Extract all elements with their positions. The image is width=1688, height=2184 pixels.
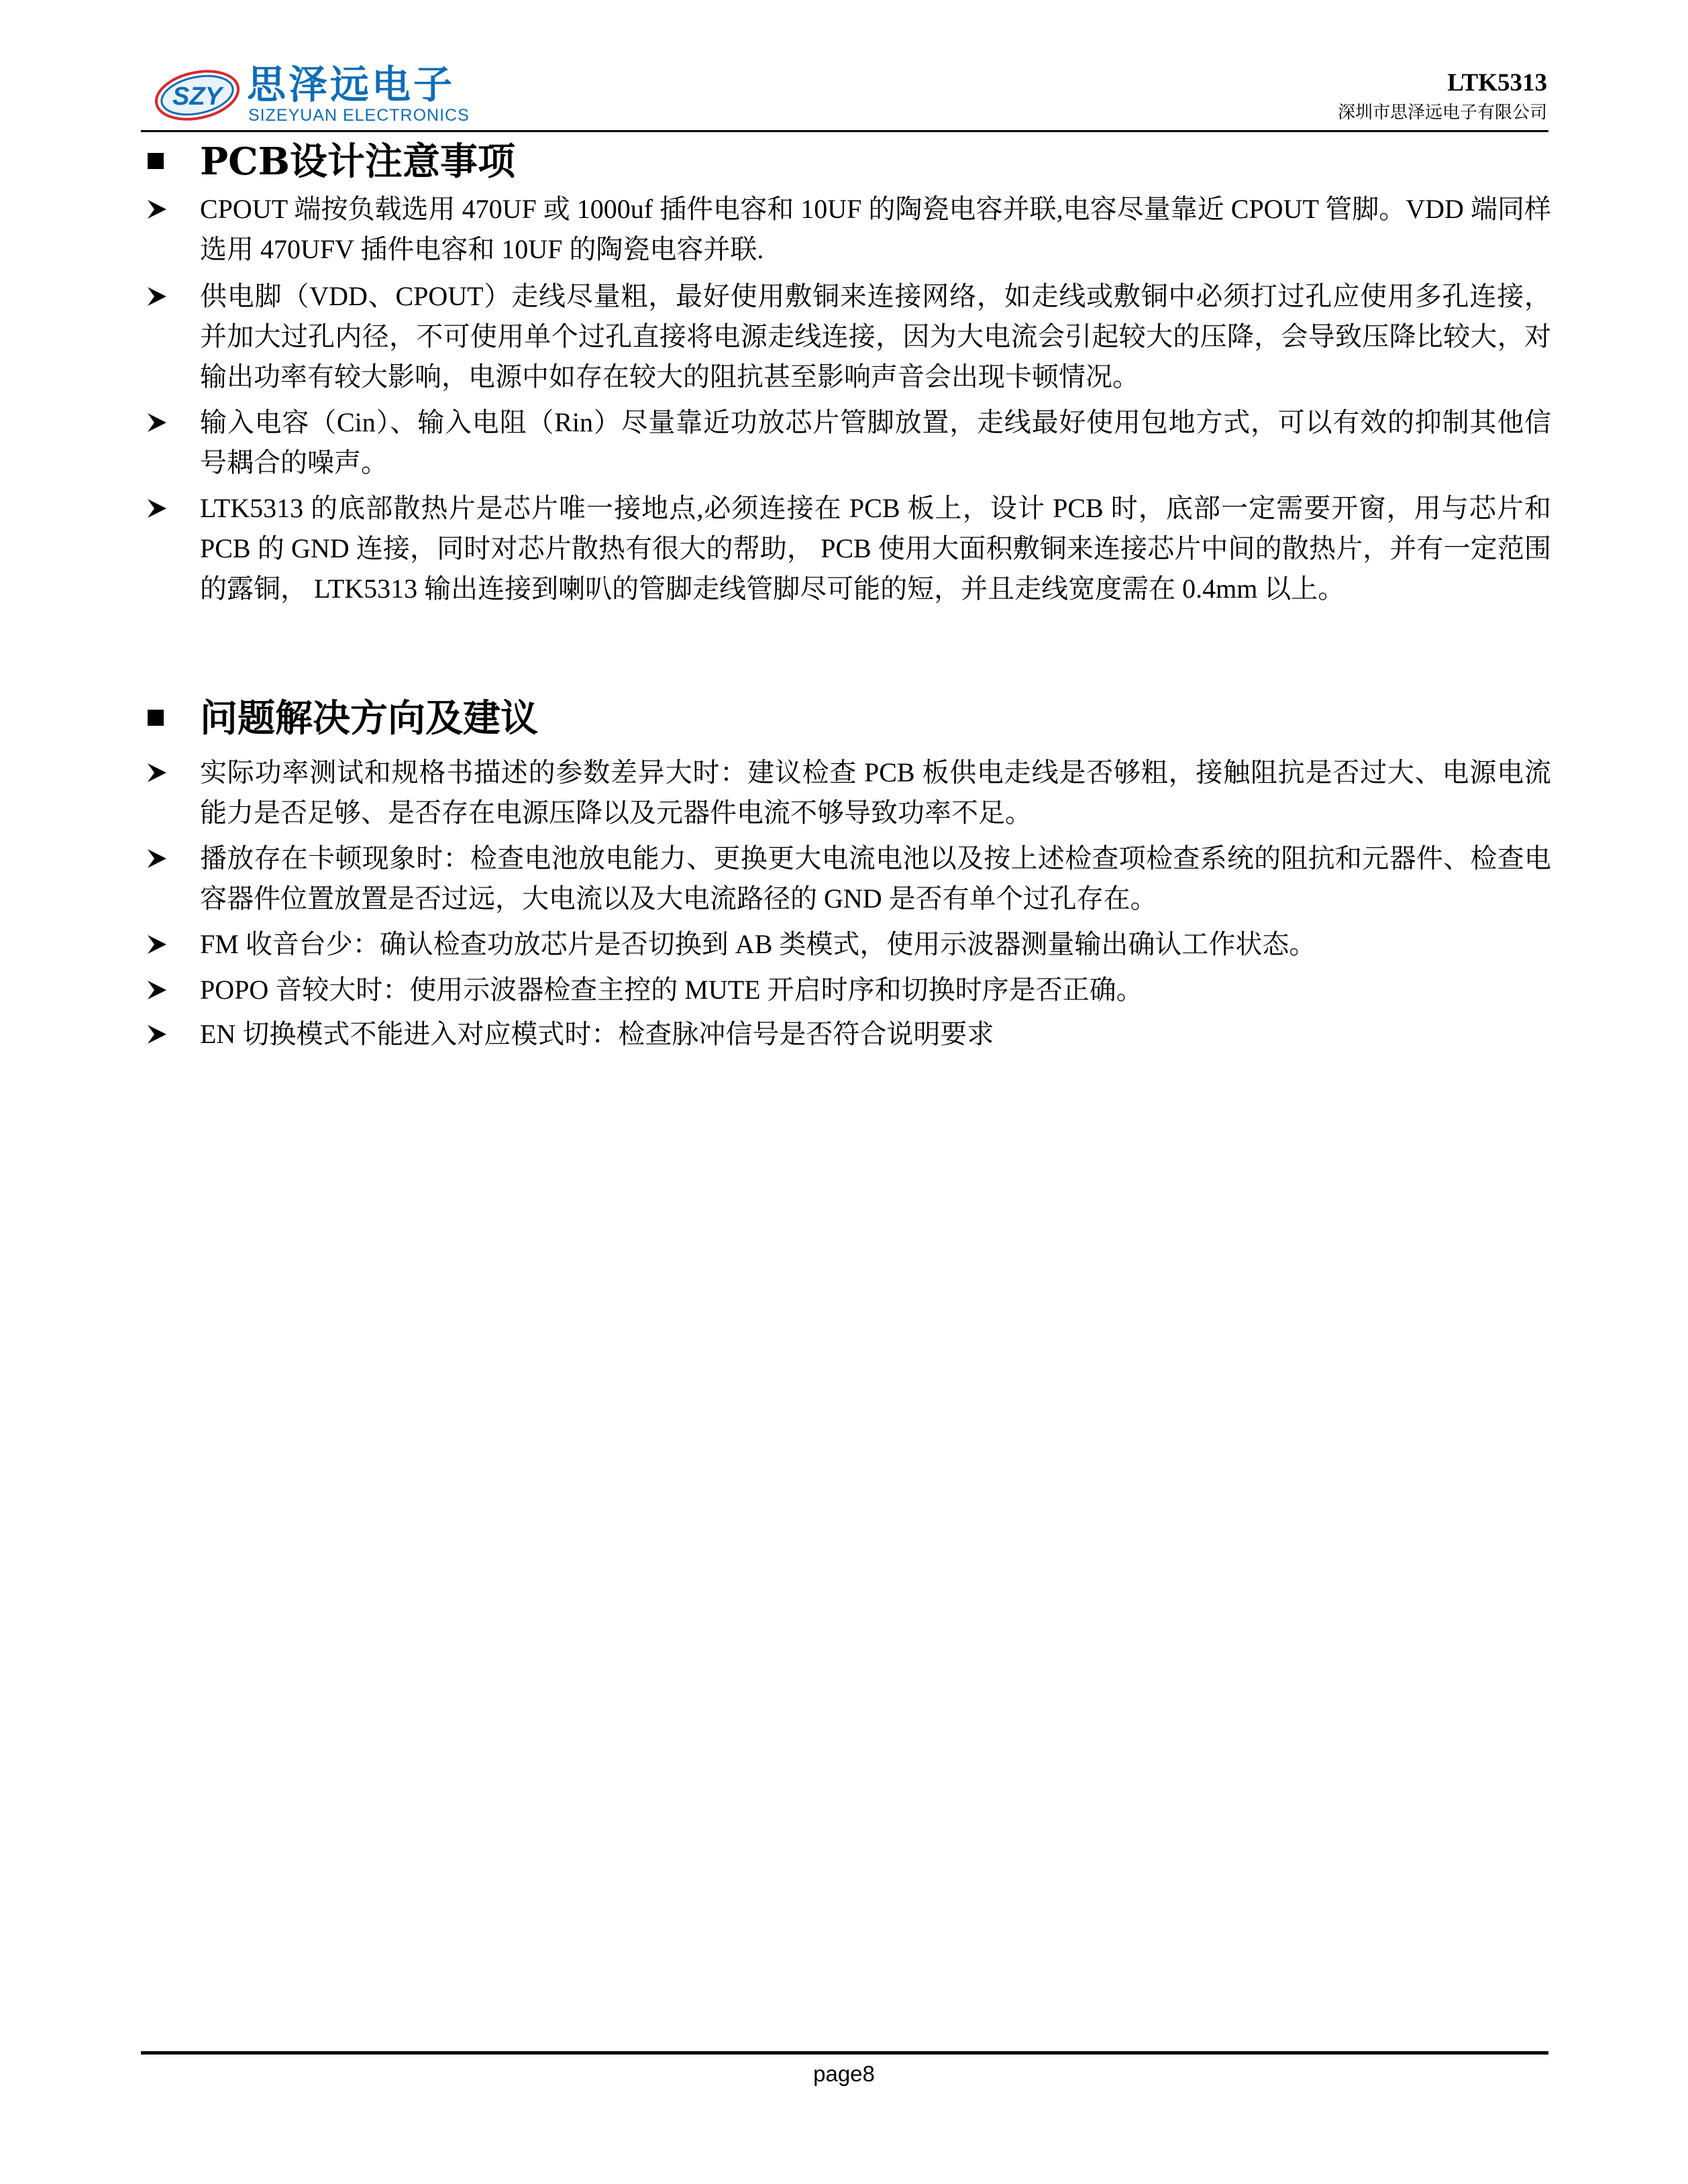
- arrow-bullet-icon: [144, 189, 170, 229]
- document-model-number: LTK5313: [1447, 69, 1547, 97]
- arrow-bullet-icon: [144, 488, 170, 529]
- square-bullet-icon: [148, 153, 164, 169]
- list-item: LTK5313 的底部散热片是芯片唯一接地点,必须连接在 PCB 板上，设计 PCB 时，底部一定需要开窗，用与芯片和 PCB 的 GND 连接，同时对芯片散热有很大的帮助， PCB 使用大面积敷铜来连接芯片中间的散热片，并有一定范围的露铜， LTK5313 输出连接到喇叭的管脚走线管脚尽可能的短，并且走线宽度需在 0.4mm 以上。: [141, 488, 1550, 649]
- logo-english-name: SIZEYUAN ELECTRONICS: [248, 106, 470, 125]
- list-item: 输入电容（Cin）、输入电阻（Rin）尽量靠近功放芯片管脚放置，走线最好使用包地方式，可以有效的抑制其他信号耦合的噪声。: [141, 402, 1550, 483]
- arrow-bullet-icon: [144, 402, 170, 443]
- header-divider: [141, 130, 1548, 132]
- arrow-bullet-icon: [144, 924, 170, 965]
- arrow-bullet-icon: [144, 276, 170, 317]
- list-item: EN 切换模式不能进入对应模式时：检查脉冲信号是否符合说明要求: [141, 1014, 1550, 1054]
- logo-badge-text: SZY: [172, 83, 222, 111]
- list-item: 实际功率测试和规格书描述的参数差异大时：建议检查 PCB 板供电走线是否够粗，接触阻抗是否过大、电源电流能力是否足够、是否存在电源压降以及元器件电流不够导致功率不足。: [141, 753, 1550, 833]
- company-logo: [153, 62, 470, 129]
- list-item: POPO 音较大时：使用示波器检查主控的 MUTE 开启时序和切换时序是否正确。: [141, 970, 1550, 1010]
- footer-divider: [141, 2051, 1548, 2055]
- arrow-bullet-icon: [144, 1014, 170, 1054]
- arrow-bullet-icon: [144, 753, 170, 793]
- logo-chinese-name: 思泽远电子: [247, 62, 456, 107]
- arrow-bullet-icon: [144, 970, 170, 1010]
- list-item: 播放存在卡顿现象时：检查电池放电能力、更换更大电流电池以及按上述检查项检查系统的阻抗和元器件、检查电容器件位置放置是否过远，大电流以及大电流路径的 GND 是否有单个过孔存在。: [141, 838, 1550, 919]
- list-item: 供电脚（VDD、CPOUT）走线尽量粗，最好使用敷铜来连接网络，如走线或敷铜中必须打过孔应使用多孔连接，并加大过孔内径，不可使用单个过孔直接将电源走线连接，因为大电流会引起较大的压降，会导致压降比较大，对输出功率有较大影响，电源中如存在较大的阻抗甚至影响声音会出现卡顿情况。: [141, 276, 1550, 397]
- square-bullet-icon: [148, 710, 164, 726]
- page-number: page8: [813, 2061, 875, 2086]
- list-item: FM 收音台少：确认检查功放芯片是否切换到 AB 类模式，使用示波器测量输出确认工作状态。: [141, 924, 1550, 965]
- arrow-bullet-icon: [144, 838, 170, 879]
- company-name: 深圳市思泽远电子有限公司: [1337, 103, 1547, 123]
- szy-logo-icon: [153, 66, 246, 123]
- list-item: CPOUT 端按负载选用 470UF 或 1000uf 插件电容和 10UF 的陶瓷电容并联,电容尽量靠近 CPOUT 管脚。VDD 端同样选用 470UFV 插件电容和 10UF 的陶瓷电容并联.: [141, 189, 1550, 270]
